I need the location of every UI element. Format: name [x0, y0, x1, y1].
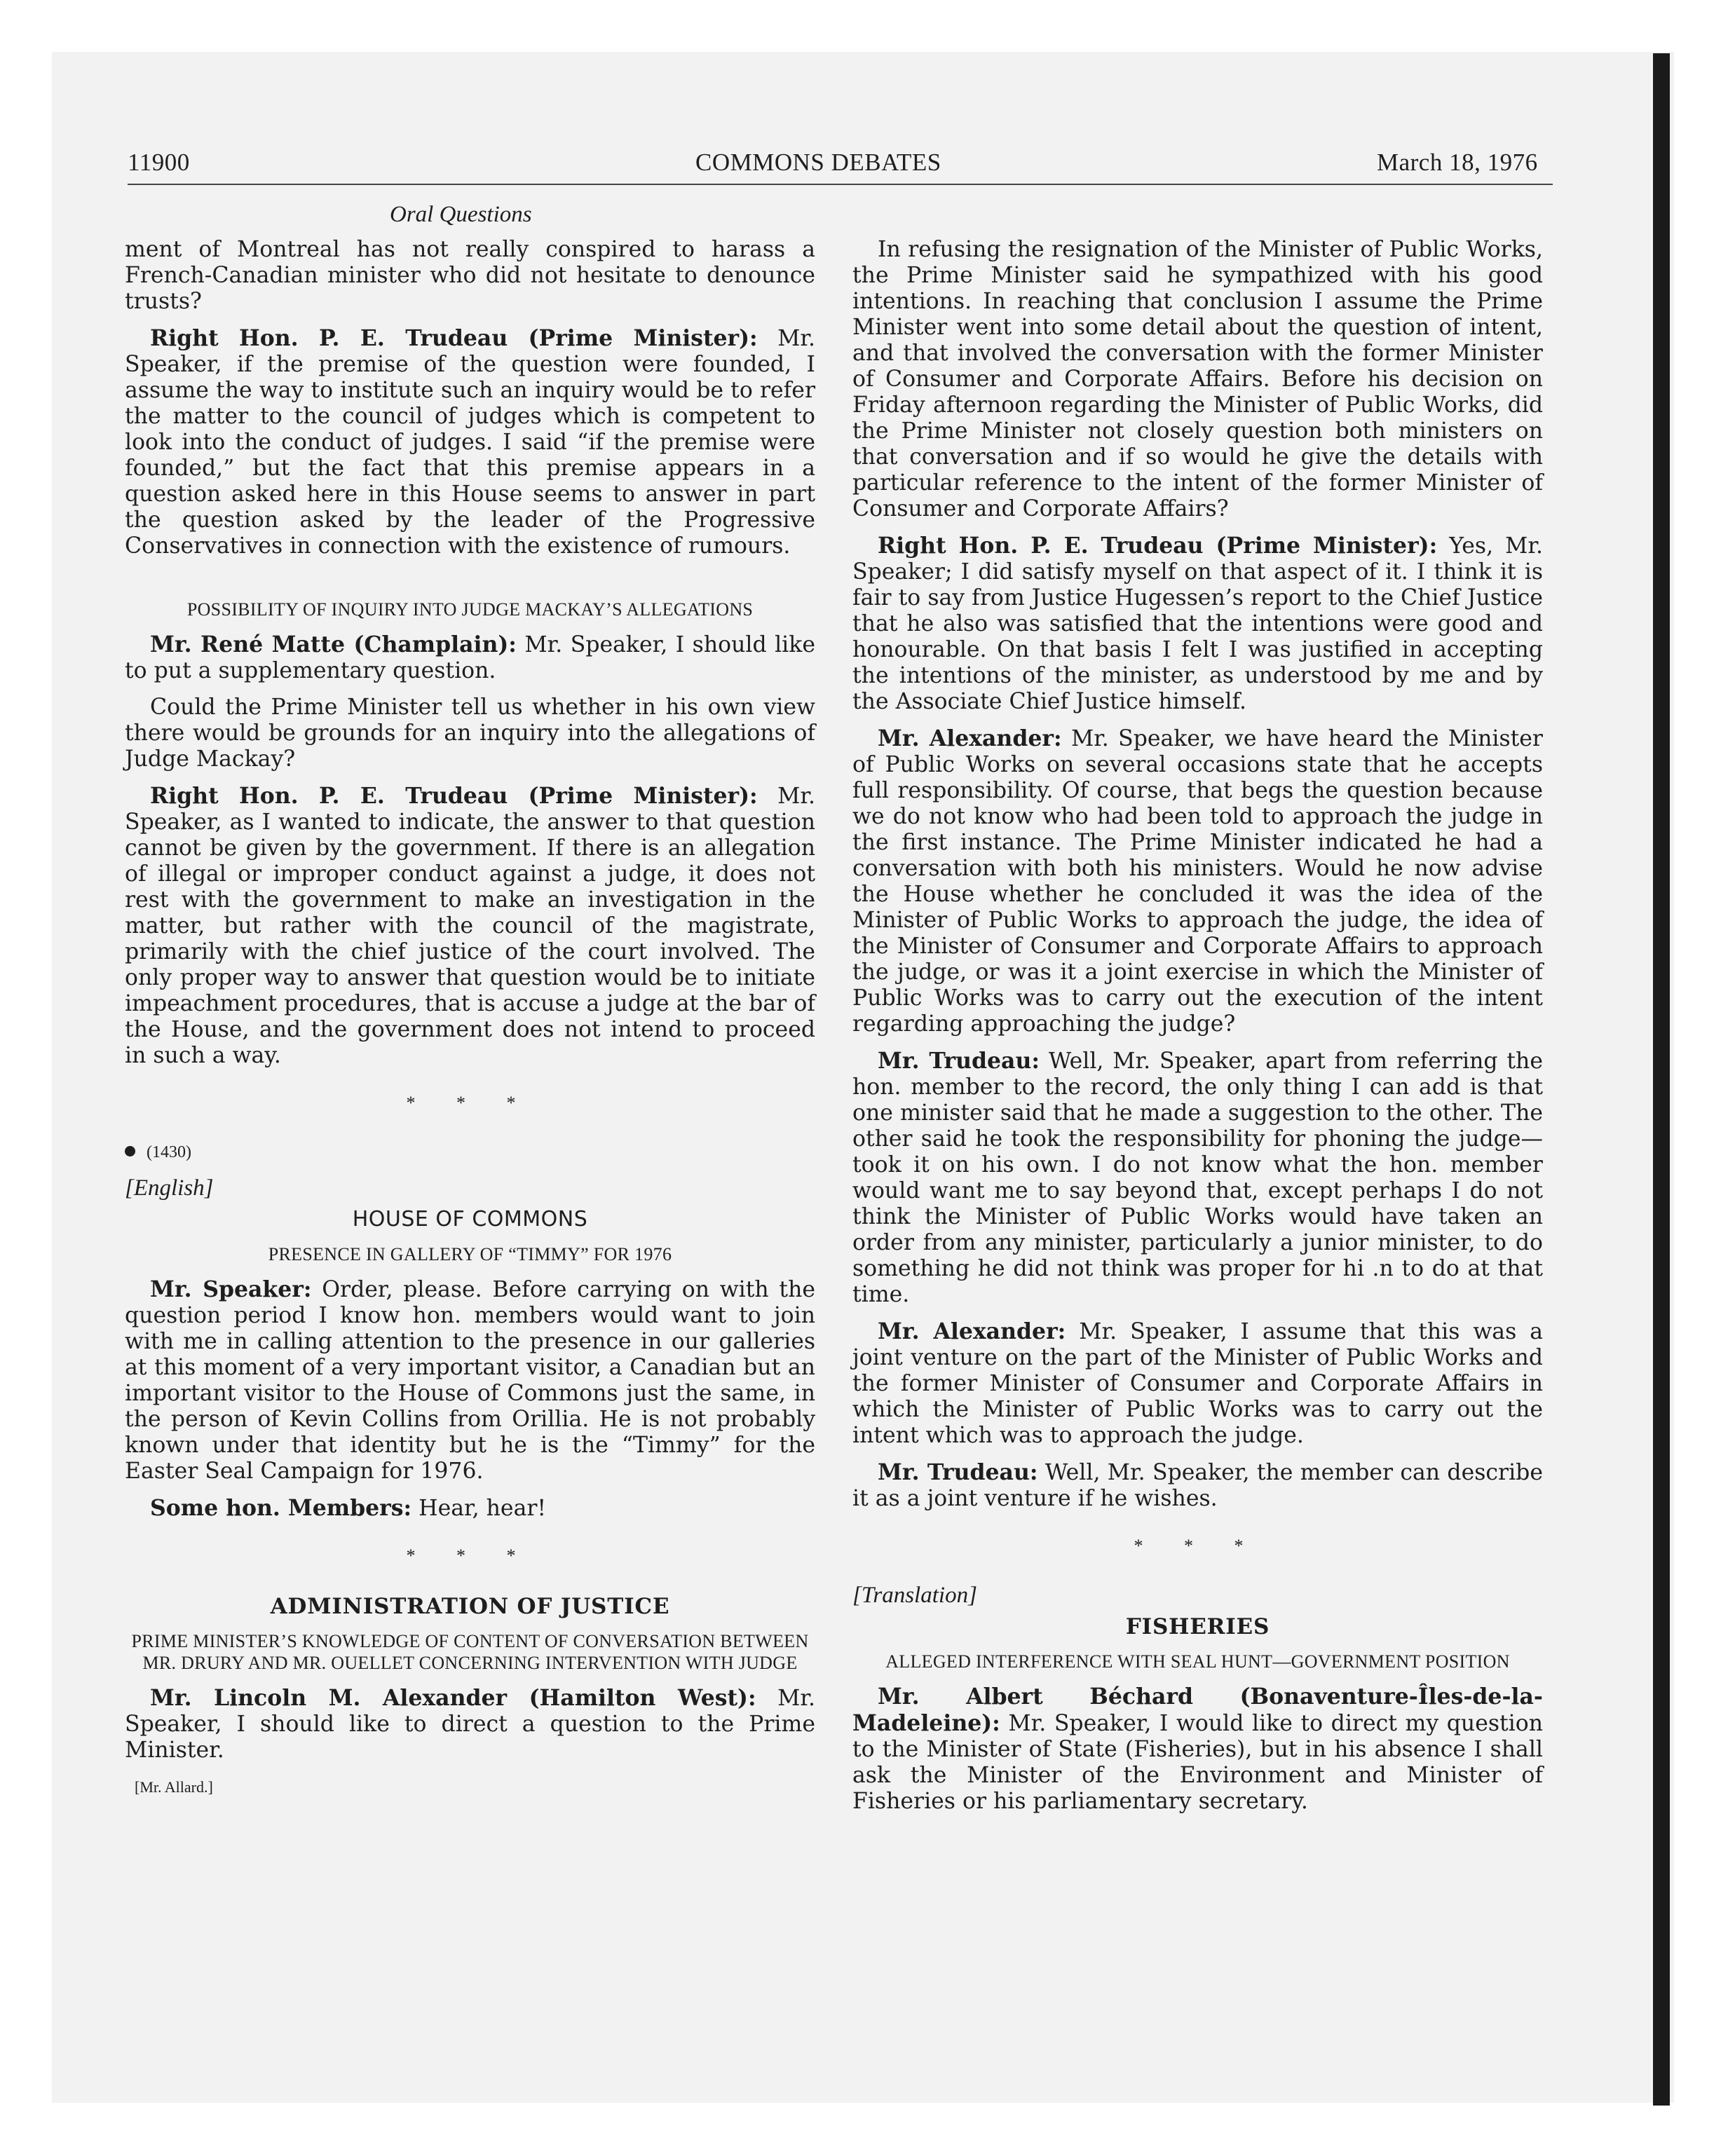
speaker-name: Mr. Albert Béchard (Bonaventure-Îles-de-la-Madeleine):: [852, 1684, 1543, 1736]
paragraph: ment of Montreal has not really conspired to harass a French-Canadian minister who did not hesitate to denounce trusts?: [125, 237, 815, 314]
paragraph: Right Hon. P. E. Trudeau (Prime Minister): Mr. Speaker, as I wanted to indicate, the answer to that question cannot be given by the government. If there is an allegation of illegal or improper conduct against a judge, it does not rest with the government to make an investigation in the matter, but rather with the council of the magistrate, primarily with the chief justice of the court involved. The only proper way to answer that question would be to initiate impeachment procedures, that is accuse a judge at the bar of the House, and the government does not intend to proceed in such a way.: [125, 783, 815, 1068]
publication-date: March 18, 1976: [1377, 149, 1538, 176]
language-marker: [Translation]: [852, 1583, 977, 1608]
speaker-name: Mr. Trudeau:: [878, 1048, 1040, 1074]
paragraph: Mr. Trudeau: Well, Mr. Speaker, the member can describe it as a joint venture if he wishes.: [852, 1459, 1543, 1511]
paragraph: Right Hon. P. E. Trudeau (Prime Minister): Yes, Mr. Speaker; I did satisfy myself on that aspect of it. I think it is fair to say from Justice Hugessen’s report to the Chief Justice that he also was satisfied that the intentions were good and honourable. On that basis I felt I was justified in accepting the intentions of the minister, as understood by me and by the Associate Chief Justice himself.: [852, 533, 1543, 714]
section-break-stars: * * *: [406, 1093, 534, 1113]
language-marker: [English]: [125, 1175, 214, 1201]
right-column: [852, 237, 1543, 1825]
page-number: 11900: [128, 149, 190, 176]
paragraph: Mr. Alexander: Mr. Speaker, I assume that this was a joint venture on the part of the Minister of Public Works and the former Minister of Consumer and Corporate Affairs in which the Minister of Public Works was to carry out the intent which was to approach the judge.: [852, 1318, 1543, 1448]
paragraph: Mr. Lincoln M. Alexander (Hamilton West): Mr. Speaker, I should like to direct a question to the Prime Minister.: [125, 1685, 815, 1763]
section-break-stars: * * *: [1134, 1536, 1262, 1556]
topic-heading: PRIME MINISTER’S KNOWLEDGE OF CONTENT OF CONVERSATION BETWEEN MR. DRURY AND MR. OUELLET CONCERNING INTERVENTION WITH JUDGE: [131, 1631, 809, 1673]
paragraph: In refusing the resignation of the Minister of Public Works, the Prime Minister said he sympathized with his good intentions. In reaching that conclusion I assume the Prime Minister went into some detail about the question of intent, and that involved the conversation with the former Minister of Consumer and Corporate Affairs. Before his decision on Friday afternoon regarding the Minister of Public Works, did the Prime Minister not closely question both ministers on that conversation and if so would he give the details with particular reference to the intent of the former Minister of Consumer and Corporate Affairs?: [852, 237, 1543, 521]
binding-edge: [1653, 53, 1670, 2106]
topic-heading: PRESENCE IN GALLERY OF “TIMMY” FOR 1976: [268, 1244, 672, 1264]
speaker-name: Mr. Trudeau:: [878, 1459, 1038, 1485]
speaker-name: Mr. Speaker:: [150, 1276, 312, 1302]
speaker-name: Mr. Alexander:: [878, 1318, 1066, 1344]
time-marker: (1430): [125, 1140, 815, 1166]
section-break-stars: * * *: [406, 1546, 534, 1566]
speaker-name: Mr. René Matte (Champlain):: [150, 632, 517, 657]
paragraph: Could the Prime Minister tell us whether in his own view there would be grounds for an inquiry into the allegations of Judge Mackay?: [125, 695, 815, 772]
publication-title: COMMONS DEBATES: [695, 149, 941, 176]
header-rule: [128, 184, 1553, 185]
speaker-name: Mr. Alexander:: [878, 725, 1062, 751]
running-subhead: Oral Questions: [390, 202, 532, 227]
paragraph: Mr. Albert Béchard (Bonaventure-Îles-de-la-Madeleine): Mr. Speaker, I would like to direct my question to the Minister of State (Fisheries), but in his absence I shall ask the Minister of the Environment and Minister of Fisheries or his parliamentary secretary.: [852, 1684, 1543, 1814]
paragraph: Mr. Alexander: Mr. Speaker, we have heard the Minister of Public Works on several occasions state that he accepts full responsibility. Of course, that begs the question because we do not know who had been told to approach the judge in the first instance. The Prime Minister indicated he had a conversation with both his ministers. Would he now advise the House whether he concluded it was the idea of the Minister of Public Works to approach the judge, the idea of the Minister of Consumer and Corporate Affairs to approach the judge, or was it a joint exercise in which the Minister of Public Works was to carry out the execution of the intent regarding approaching the judge?: [852, 725, 1543, 1037]
speaker-name: Some hon. Members:: [150, 1495, 412, 1521]
paragraph: Some hon. Members: Hear, hear!: [150, 1495, 547, 1521]
speaker-footnote: [Mr. Allard.]: [135, 1778, 213, 1796]
paragraph: Right Hon. P. E. Trudeau (Prime Minister): Mr. Speaker, if the premise of the question were founded, I assume the way to institute such an inquiry would be to refer the matter to the council of judges which is competent to look into the conduct of judges. I said “if the premise were founded,” but the fact that this premise appears in a question asked here in this House seems to answer in part the question asked by the leader of the Progressive Conservatives in connection with the existence of rumours.: [125, 325, 815, 559]
section-heading: ADMINISTRATION OF JUSTICE: [270, 1594, 670, 1619]
paragraph: Mr. René Matte (Champlain): Mr. Speaker, I should like to put a supplementary question.: [125, 632, 815, 683]
left-column: [125, 237, 815, 1800]
speaker-name: Right Hon. P. E. Trudeau (Prime Minister):: [150, 783, 758, 809]
section-heading: FISHERIES: [1125, 1614, 1270, 1639]
speaker-name: Right Hon. P. E. Trudeau (Prime Minister):: [878, 533, 1438, 559]
paragraph: Mr. Speaker: Order, please. Before carrying on with the question period I know hon. members would want to join with me in calling attention to the presence in our galleries at this moment of a very important visitor, a Canadian but an important visitor to the House of Commons just the same, in the person of Kevin Collins from Orillia. He is not probably known under that identity but he is the “Timmy” for the Easter Seal Campaign for 1976.: [125, 1276, 815, 1484]
speaker-name: Mr. Lincoln M. Alexander (Hamilton West):: [150, 1685, 756, 1711]
topic-heading: POSSIBILITY OF INQUIRY INTO JUDGE MACKAY’S ALLEGATIONS: [186, 599, 754, 620]
paragraph: Mr. Trudeau: Well, Mr. Speaker, apart from referring the hon. member to the record, the only thing I can add is that one minister said that he made a suggestion to the other. The other said he took the responsibility for phoning the judge—took it on his own. I do not know what the hon. member would want me to say beyond that, except perhaps I do not think the Minister of Public Works would have taken an order from any minister, particularly a junior minister, to do something he did not think was proper for hi .n to do at that time.: [852, 1048, 1543, 1307]
page-header: [0, 149, 1735, 184]
speaker-name: Right Hon. P. E. Trudeau (Prime Minister):: [150, 325, 758, 351]
bullet-dot-icon: [125, 1146, 135, 1157]
section-heading: HOUSE OF COMMONS: [352, 1207, 588, 1231]
topic-heading: ALLEGED INTERFERENCE WITH SEAL HUNT—GOVERNMENT POSITION: [885, 1651, 1510, 1672]
